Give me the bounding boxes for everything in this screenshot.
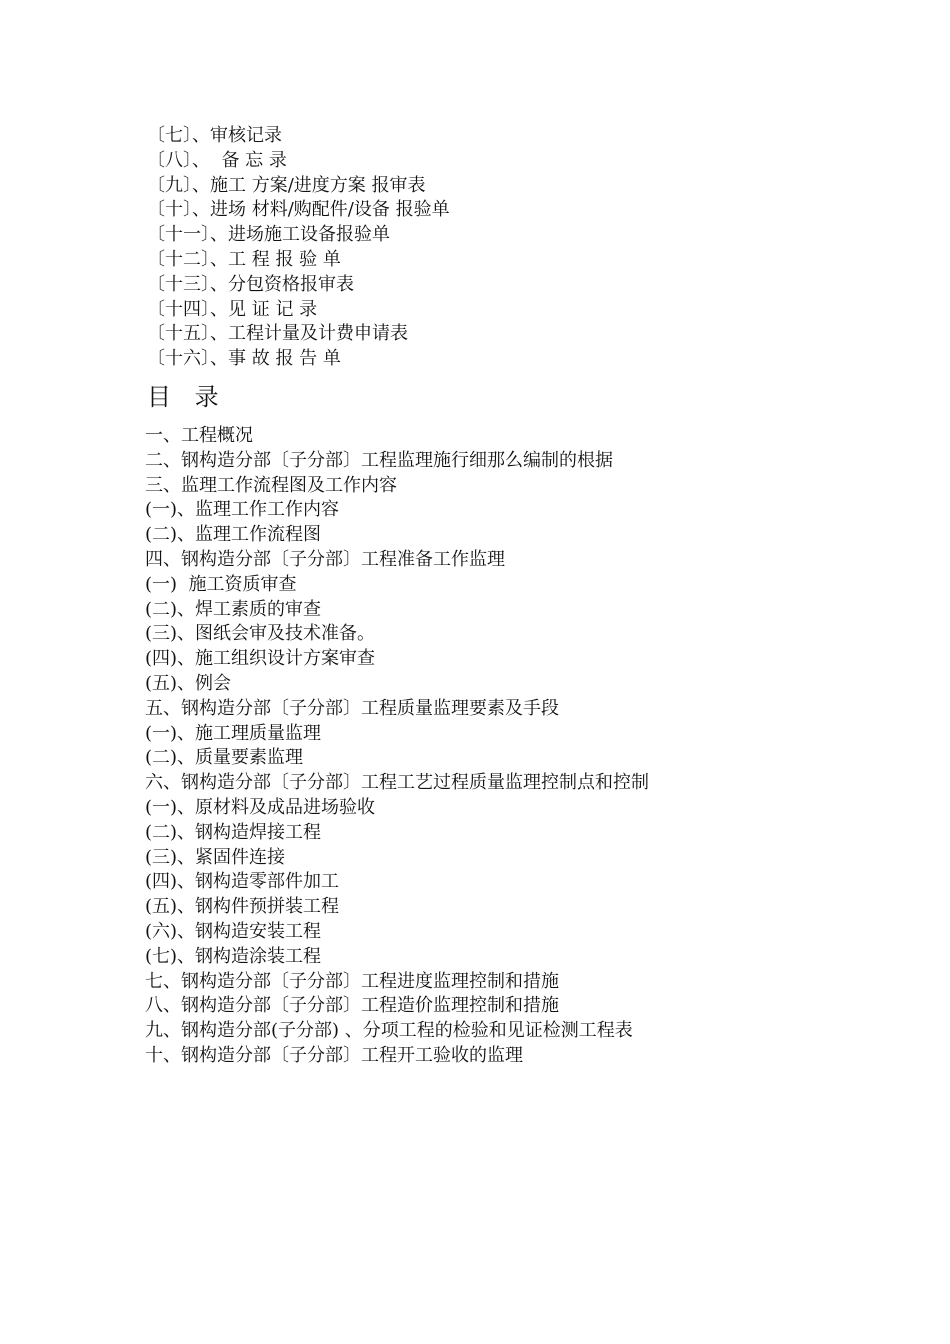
toc-item: 八、钢构造分部〔子分部〕工程造价监理控制和措施 [145, 995, 559, 1017]
appendix-item: 〔十〕、进场 材料/购配件/设备 报验单 [147, 199, 450, 221]
appendix-item: 〔七〕、审核记录 [147, 125, 282, 146]
appendix-item: 〔十二〕、工 程 报 验 单 [147, 248, 341, 270]
toc-item: (六)、钢构造安装工程 [145, 920, 322, 942]
toc-title: 目 录 [147, 383, 227, 411]
toc-item: 三、监理工作流程图及工作内容 [145, 474, 397, 496]
toc-item: (一)、施工理质量监理 [145, 722, 322, 744]
toc-item: (三)、图纸会审及技术准备。 [145, 623, 376, 645]
toc-item: (二)、质量要素监理 [145, 747, 304, 769]
toc-item: 九、钢构造分部(子分部) 、分项工程的检验和见证检测工程表 [145, 1020, 633, 1042]
appendix-list [147, 124, 450, 372]
toc-item: (七)、钢构造涂装工程 [145, 945, 322, 967]
toc-item: (一)、原材料及成品进场验收 [145, 796, 376, 818]
toc-item: (二)、监理工作流程图 [145, 524, 322, 546]
appendix-item: 〔十一〕、进场施工设备报验单 [147, 224, 390, 246]
toc-item: (一)、监理工作工作内容 [145, 499, 340, 521]
toc-item: (四)、施工组织设计方案审查 [145, 648, 376, 670]
appendix-item: 〔十五〕、工程计量及计费申请表 [147, 323, 408, 345]
toc-item: (一) 施工资质审查 [145, 573, 297, 595]
toc-item: 四、钢构造分部〔子分部〕工程准备工作监理 [145, 548, 505, 570]
toc-item: 六、钢构造分部〔子分部〕工程工艺过程质量监理控制点和控制 [145, 772, 649, 794]
appendix-item: 〔九〕、施工 方案/进度方案 报审表 [147, 174, 426, 196]
toc-item: (三)、紧固件连接 [145, 846, 286, 868]
appendix-item: 〔十六〕、事 故 报 告 单 [147, 348, 341, 370]
toc-item: 五、钢构造分部〔子分部〕工程质量监理要素及手段 [145, 697, 559, 719]
toc-item: (二)、焊工素质的审查 [145, 598, 322, 620]
toc-item: (四)、钢构造零部件加工 [145, 871, 340, 893]
appendix-item: 〔八〕、 备 忘 录 [147, 149, 287, 171]
toc-item: (二)、钢构造焊接工程 [145, 821, 322, 843]
toc-item: (五)、钢构件预拼装工程 [145, 896, 340, 918]
toc-item: 二、钢构造分部〔子分部〕工程监理施行细那么编制的根据 [145, 449, 613, 471]
appendix-item: 〔十四〕、见 证 记 录 [147, 298, 318, 320]
toc-item: 七、钢构造分部〔子分部〕工程进度监理控制和措施 [145, 970, 559, 992]
toc-item: (五)、例会 [145, 672, 232, 694]
toc-item: 十、钢构造分部〔子分部〕工程开工验收的监理 [145, 1044, 523, 1066]
toc-item: 一、工程概况 [145, 425, 253, 446]
toc-list [145, 424, 649, 1069]
appendix-item: 〔十三〕、分包资格报审表 [147, 273, 354, 295]
